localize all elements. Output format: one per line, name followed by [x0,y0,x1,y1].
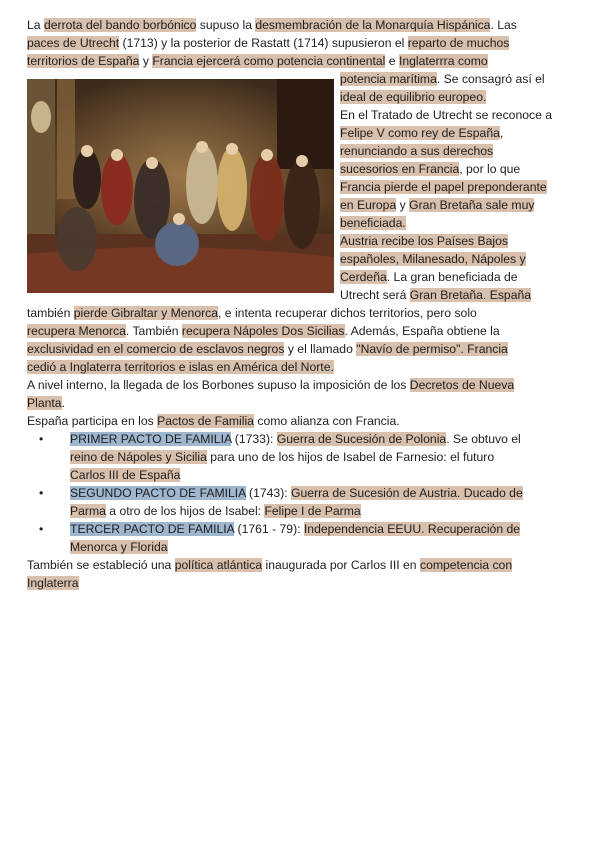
paragraph-politica-atlantica [27,556,573,592]
text-line [340,178,574,196]
highlight: derrota del bando borbónico [43,18,197,32]
text-line: España participa en los Pactos de Familia como alianza con Francia. [27,414,400,428]
highlight: Cerdeña [340,270,387,284]
paragraph-intro [27,16,573,70]
list-item [27,430,573,484]
text-line: Felipe V como rey de España, [340,126,504,140]
text-line [340,250,574,268]
text-line: exclusividad en el comercio de esclavos negros y el llamado "Navío de permiso". Francia [27,342,508,356]
text-line: Cerdeña. La gran beneficiada de [340,270,518,284]
highlight: Francia ejercerá como potencia continental [152,54,386,68]
text-line: paces de Utrecht (1713) y la posterior de Rastatt (1714) supusieron el reparto de muchos [27,36,510,50]
text-line [340,88,574,106]
highlight: Inglaterra [27,576,79,590]
painting-illustration [27,79,334,293]
text-line: En el Tratado de Utrecht se reconoce a [340,108,553,122]
text-line: A nivel interno, la llegada de los Borbones supuso la imposición de los Decretos de Nueva [27,378,515,392]
highlight: recupera Nápoles Dos Sicilias [181,324,345,338]
list-item [27,520,573,556]
highlight: Decretos de Nueva [409,378,515,392]
highlight: Menorca y Florida [70,540,168,554]
highlight: política atlántica [174,558,263,572]
text-line: potencia marítima. Se consagró así el [340,72,545,86]
text-line [340,214,574,232]
highlight-blue: SEGUNDO PACTO DE FAMILIA [70,486,246,500]
text-line: PRIMER PACTO DE FAMILIA (1733): Guerra de Sucesión de Polonia. Se obtuvo el [70,432,521,446]
paragraph-territories [27,304,573,376]
paragraph-nueva-planta [27,376,573,412]
highlight: "Navío de permiso". Francia [356,342,508,356]
highlight: Felipe V como rey de España [340,126,500,140]
highlight: desmembración de la Monarquía Hispánica [255,18,491,32]
text-line: reino de Nápoles y Sicilia para uno de los hijos de Isabel de Farnesio: el futuro [70,450,495,464]
highlight: en Europa [340,198,397,212]
highlight: españoles, Milanesado, Nápoles y [340,252,526,266]
text-line [27,574,573,592]
highlight: territorios de España [27,54,140,68]
painting-image [27,79,334,293]
highlight: recupera Menorca [27,324,126,338]
highlight-blue: TERCER PACTO DE FAMILIA [70,522,235,536]
side-column-text [340,70,574,304]
pactos-list [27,430,573,556]
highlight: Francia pierde el papel preponderante [340,180,547,194]
text-line: También se estableció una política atlántica inaugurada por Carlos III en competencia con [27,558,513,572]
text-line: recupera Menorca. También recupera Nápoles Dos Sicilias. Además, España obtiene la [27,324,500,338]
highlight: beneficiada. [340,216,406,230]
list-item [27,484,573,520]
highlight: competencia con [419,558,513,572]
text-line [70,466,573,484]
highlight: renunciando a sus derechos [340,144,494,158]
highlight: Gran Bretaña sale muy [409,198,535,212]
highlight: Guerra de Sucesión de Polonia [276,432,447,446]
bullet-marker: • [39,522,44,536]
highlight: Austria recibe los Países Bajos [340,234,508,248]
text-line: La derrota del bando borbónico supuso la desmembración de la Monarquía Hispánica. Las [27,18,517,32]
text-line: en Europa y Gran Bretaña sale muy [340,198,535,212]
text-line [340,142,574,160]
text-line: TERCER PACTO DE FAMILIA (1761 - 79): Independencia EEUU. Recuperación de [70,522,521,536]
text-line: territorios de España y Francia ejercerá como potencia continental e Inglaterrra como [27,54,488,68]
highlight: Gran Bretaña. España [409,288,532,302]
highlight: pierde Gibraltar y Menorca [73,306,219,320]
text-line: SEGUNDO PACTO DE FAMILIA (1743): Guerra de Sucesión de Austria. Ducado de [70,486,523,500]
text-line: Parma a otro de los hijos de Isabel: Felipe I de Parma [70,504,361,518]
highlight: exclusividad en el comercio de esclavos negros [27,342,285,356]
highlight: reino de Nápoles y Sicilia [70,450,207,464]
text-line: sucesorios en Francia, por lo que [340,162,521,176]
highlight: Independencia EEUU. Recuperación de [303,522,521,536]
highlight: ideal de equilibrio europeo. [340,90,487,104]
text-line [70,538,573,556]
highlight: Felipe I de Parma [264,504,361,518]
highlight: Parma [70,504,106,518]
highlight: reparto de muchos [407,36,510,50]
text-line: Planta. [27,396,65,410]
highlight: Planta [27,396,62,410]
bullet-marker: • [39,486,44,500]
highlight: potencia marítima [340,72,437,86]
highlight: Inglaterrra como [398,54,488,68]
highlight: Carlos III de España [70,468,181,482]
text-line: también pierde Gibraltar y Menorca, e intenta recuperar dichos territorios, pero solo [27,306,477,320]
highlight-blue: PRIMER PACTO DE FAMILIA [70,432,232,446]
text-line [340,232,574,250]
highlight: cedió a Inglaterra territorios e islas en América del Norte. [27,360,334,374]
text-line [27,358,573,376]
bullet-marker: • [39,432,44,446]
highlight: Pactos de Familia [157,414,254,428]
highlight: sucesorios en Francia [340,162,460,176]
highlight: Guerra de Sucesión de Austria. Ducado de [291,486,523,500]
text-line: Utrecht será Gran Bretaña. España [340,288,532,302]
highlight: paces de Utrecht [27,36,120,50]
paragraph-pactos [27,412,573,430]
